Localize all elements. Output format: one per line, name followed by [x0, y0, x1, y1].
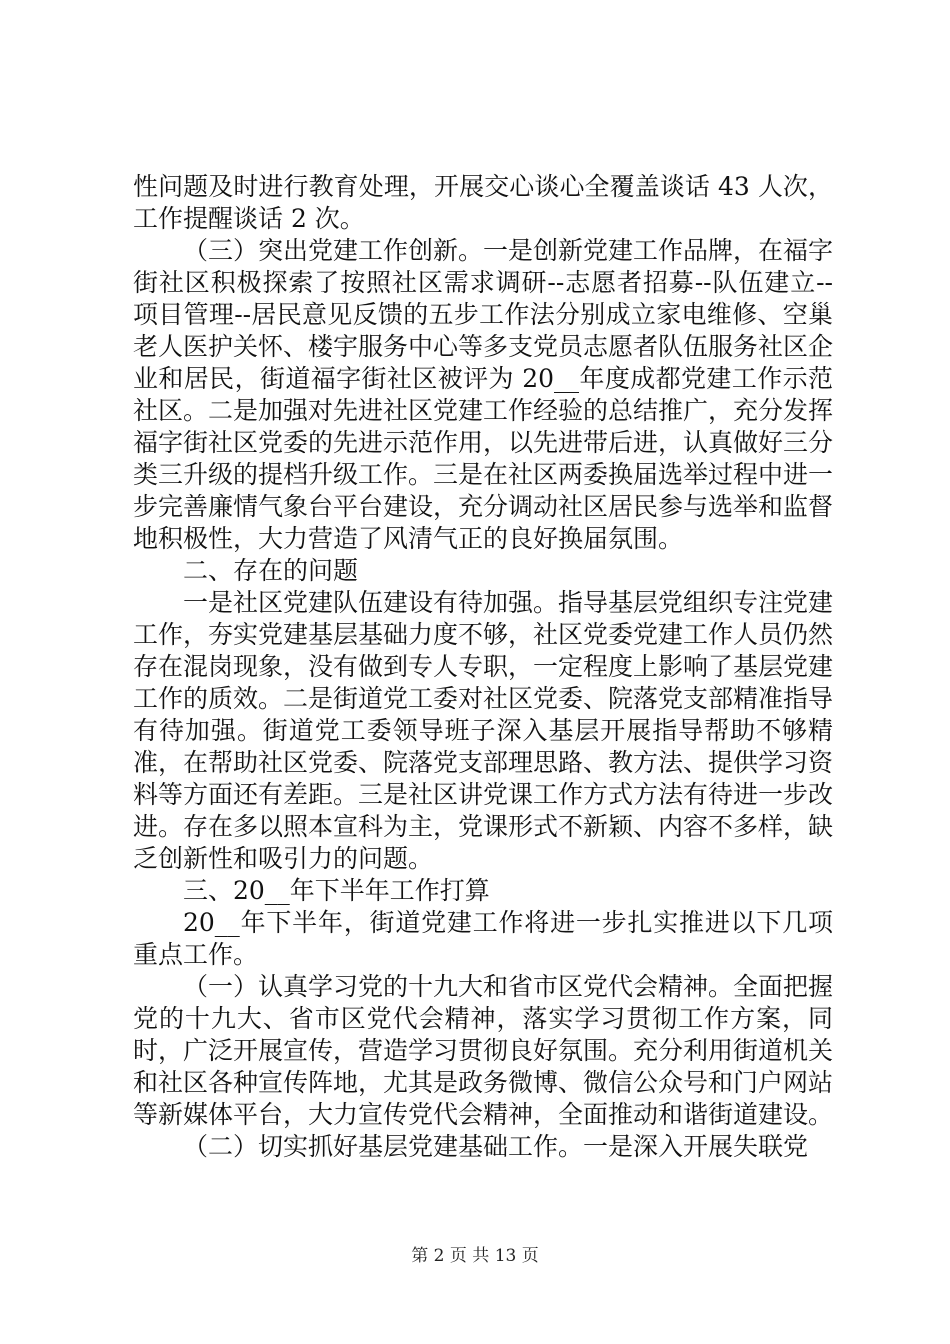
- paragraph-plan-item-2: （二）切实抓好基层党建基础工作。一是深入开展失联党: [183, 1132, 809, 1161]
- section-heading-plan: 三、20__年下半年工作打算: [183, 876, 490, 905]
- paragraph-plan-item-1: （一）认真学习党的十九大和省市区党代会精神。全面把握党的十九大、省市区党代会精神，落实学习贯彻工作方案，同时，广泛开展宣传，营造学习贯彻良好氛围。充分利用街道机关和社区各种宣传阵地，尤其是政务微博、微信公众号和门户网站等新媒体平台，大力宣传党代会精神，全面推动和谐街道建设。: [133, 972, 834, 1129]
- page-number-footer: 第 2 页 共 13 页: [411, 1246, 539, 1266]
- paragraph-continuation: 性问题及时进行教育处理，开展交心谈心全覆盖谈话 43 人次，工作提醒谈话 2 次。: [133, 172, 833, 233]
- paragraph-problems: 一是社区党建队伍建设有待加强。指导基层党组织专注党建工作，夯实党建基层基础力度不够，社区党委党建工作人员仍然存在混岗现象，没有做到专人专职，一定程度上影响了基层党建工作的质效。二是街道党工委对社区党委、院落党支部精准指导有待加强。街道党工委领导班子深入基层开展指导帮助不够精准，在帮助社区党委、院落党支部理思路、教方法、提供学习资料等方面还有差距。三是社区讲党课工作方式方法有待进一步改进。存在多以照本宣科为主，党课形式不新颖、内容不多样，缺乏创新性和吸引力的问题。: [133, 588, 834, 873]
- paragraph-innovation: （三）突出党建工作创新。一是创新党建工作品牌，在福字街社区积极探索了按照社区需求调研--志愿者招募--队伍建立--项目管理--居民意见反馈的五步工作法分别成立家电维修、空巢老人医护关怀、楼宇服务中心等多支党员志愿者队伍服务社区企业和居民，街道福字街社区被评为 20__年度成都党建工作示范社区。二是加强对先进社区党建工作经验的总结推广，充分发挥福字街社区党委的先进示范作用，以先进带后进，认真做好三分类三升级的提档升级工作。三是在社区两委换届选举过程中进一步完善廉情气象台平台建设，充分调动社区居民参与选举和监督地积极性，大力营造了风清气正的良好换届氛围。: [133, 236, 834, 553]
- paragraph-plan-intro: 20__年下半年，街道党建工作将进一步扎实推进以下几项重点工作。: [133, 908, 833, 969]
- section-heading-problems: 二、存在的问题: [183, 556, 359, 585]
- document-body: [133, 171, 833, 1163]
